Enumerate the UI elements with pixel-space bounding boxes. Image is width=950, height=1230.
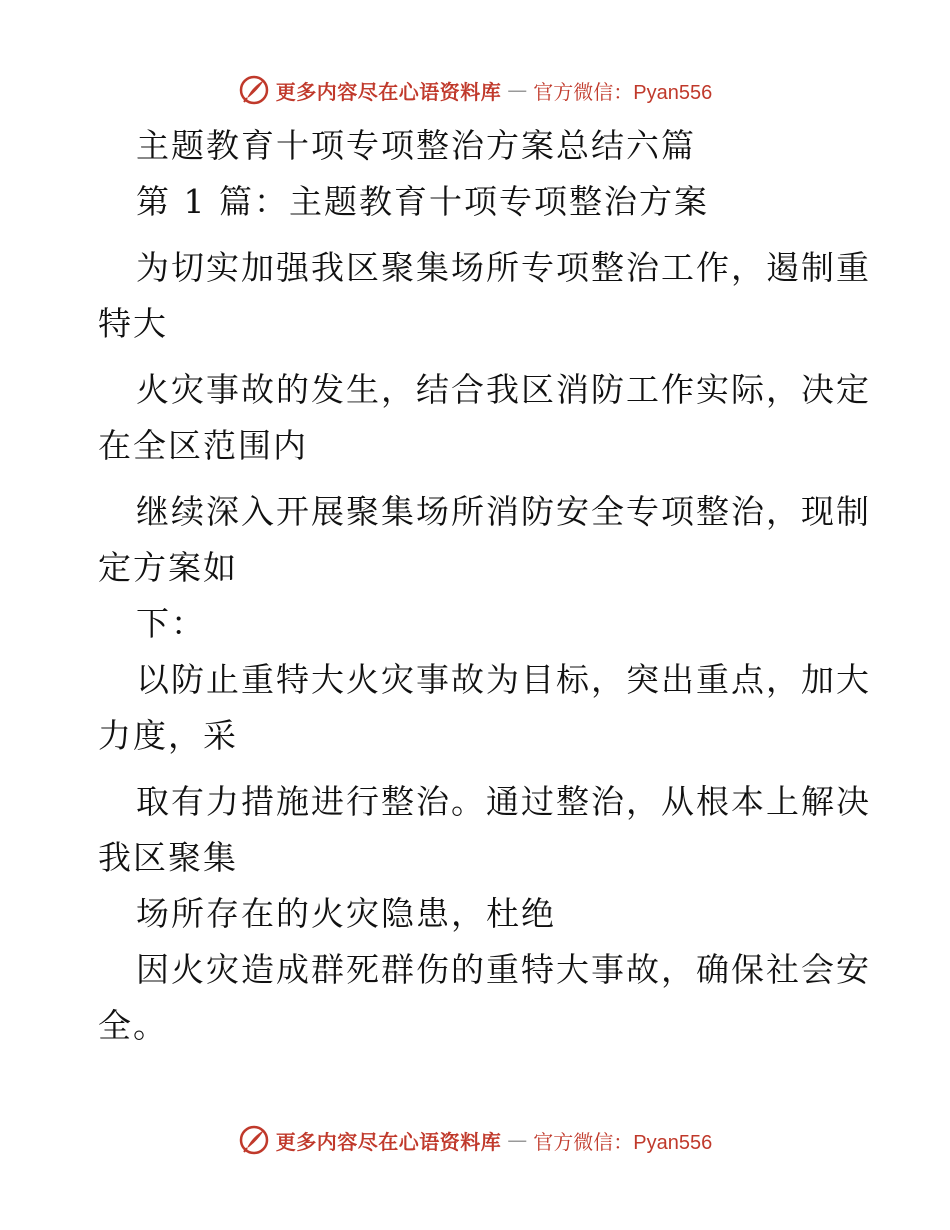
paragraph-line: 定方案如 xyxy=(98,548,238,587)
watermark-header xyxy=(0,70,950,110)
paragraph-line: 场所存在的火灾隐患，杜绝 xyxy=(136,894,556,933)
watermark-text: 更多内容尽在心语资料库 xyxy=(275,79,502,104)
paragraph-line: 我区聚集 xyxy=(98,838,238,877)
watermark-separator: — xyxy=(507,78,528,102)
paragraph-line: 全。 xyxy=(98,1006,168,1045)
paragraph-line: 力度，采 xyxy=(98,716,238,755)
chapter-heading: 第 1 篇：主题教育十项专项整治方案 xyxy=(136,182,709,221)
paragraph-line: 以防止重特大火灾事故为目标，突出重点，加大 xyxy=(136,660,871,699)
paragraph-line: 在全区范围内 xyxy=(98,426,308,465)
paragraph-line: 因火灾造成群死群伤的重特大事故，确保社会安 xyxy=(136,950,871,989)
watermark-account: 官方微信：Pyan556 xyxy=(533,81,713,104)
document-body xyxy=(98,118,871,1054)
watermark-footer xyxy=(0,1120,950,1160)
feather-pen-logo-icon xyxy=(238,1124,270,1156)
watermark-text: 更多内容尽在心语资料库 xyxy=(275,1129,502,1154)
paragraph-line: 取有力措施进行整治。通过整治，从根本上解决 xyxy=(136,782,871,821)
paragraph-line: 火灾事故的发生，结合我区消防工作实际，决定 xyxy=(136,370,871,409)
watermark-account: 官方微信：Pyan556 xyxy=(533,1131,713,1154)
document-title: 主题教育十项专项整治方案总结六篇 xyxy=(136,126,696,165)
feather-pen-logo-icon xyxy=(238,74,270,106)
paragraph-line: 特大 xyxy=(98,304,168,343)
watermark-separator: — xyxy=(507,1128,528,1152)
paragraph-line: 下： xyxy=(136,604,206,643)
paragraph-line: 继续深入开展聚集场所消防安全专项整治，现制 xyxy=(136,492,871,531)
paragraph-line: 为切实加强我区聚集场所专项整治工作，遏制重 xyxy=(136,248,871,287)
